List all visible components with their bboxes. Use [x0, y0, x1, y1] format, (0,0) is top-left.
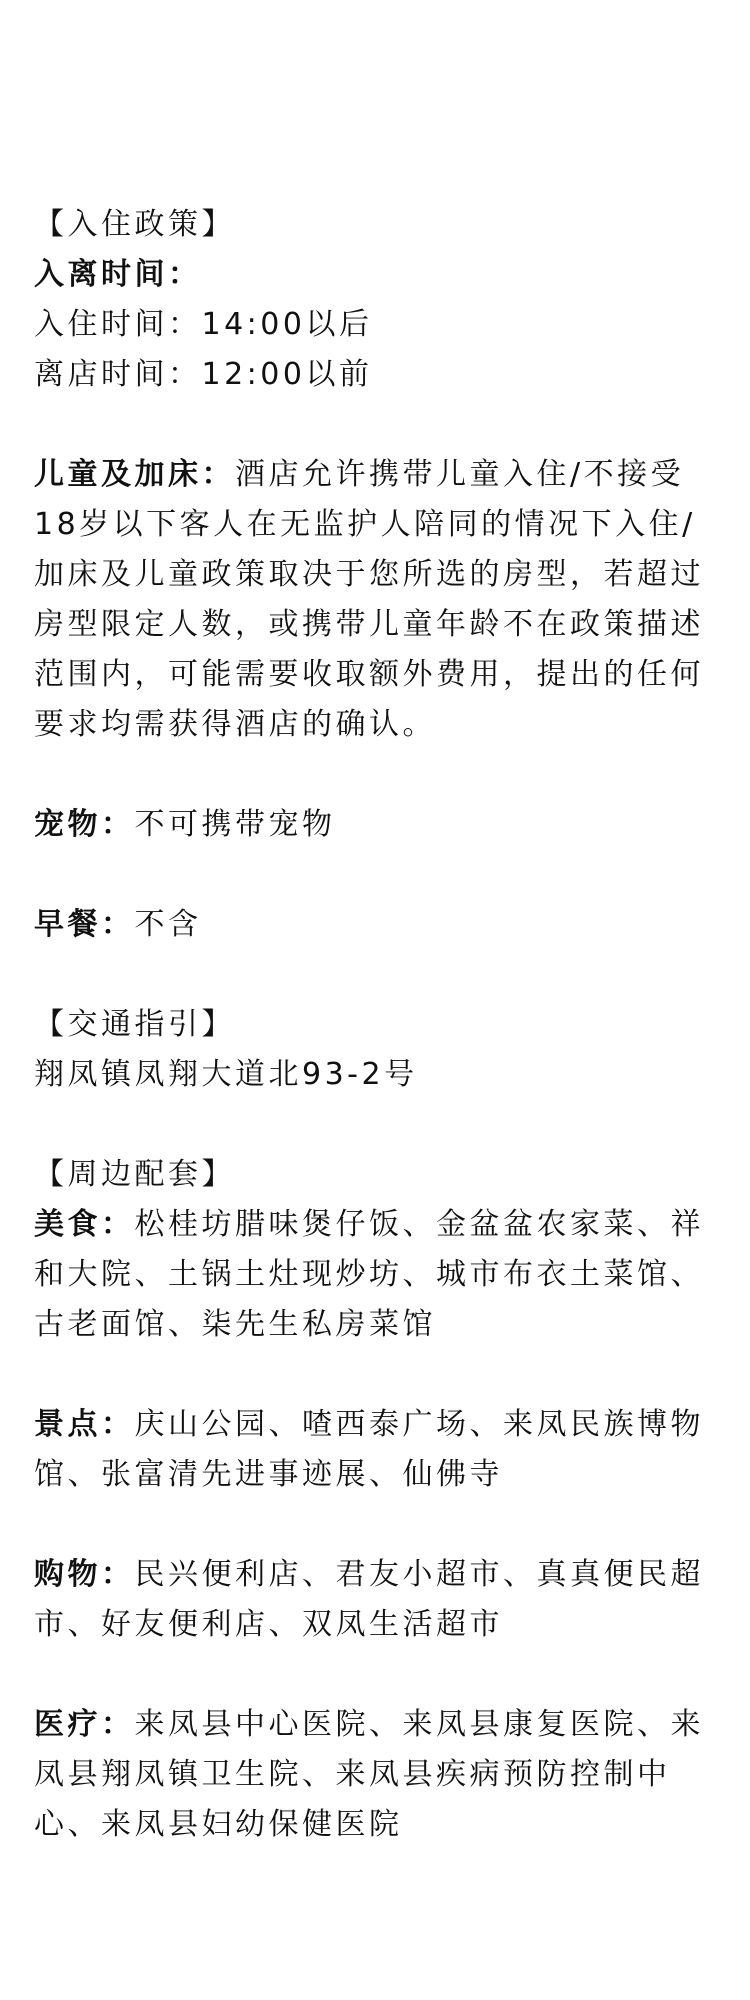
- spacer: [34, 750, 724, 800]
- spacer: [34, 950, 724, 1000]
- spacer: [34, 1100, 724, 1150]
- spacer: [34, 1350, 724, 1400]
- surroundings-heading: 【周边配套】: [34, 1157, 235, 1192]
- medical-text: 来凤县中心医院、来凤县康复医院、来凤县翔凤镇卫生院、来凤县疾病预防控制中心、来凤县妇幼保健医院: [34, 1707, 704, 1842]
- checkout-time: 离店时间：12:00以前: [34, 357, 373, 392]
- children-label: 儿童及加床：: [34, 457, 235, 492]
- sights-text: 庆山公园、喳西泰广场、来凤民族博物馆、张富清先进事迹展、仙佛寺: [34, 1407, 704, 1492]
- traffic-address: 翔凤镇凤翔大道北93-2号: [34, 1057, 418, 1092]
- breakfast-policy: [34, 900, 724, 950]
- hotel-policy-document: [34, 200, 724, 1850]
- pets-policy: [34, 800, 724, 850]
- medical-label: 医疗：: [34, 1707, 135, 1742]
- pets-text: 不可携带宠物: [134, 807, 336, 842]
- pets-label: 宠物：: [34, 807, 135, 842]
- spacer: [34, 1500, 724, 1550]
- spacer: [34, 400, 724, 450]
- traffic-heading: 【交通指引】: [34, 1007, 235, 1042]
- spacer: [34, 1650, 724, 1700]
- shopping-label: 购物：: [34, 1557, 135, 1592]
- food-text: 松桂坊腊味煲仔饭、金盆盆农家菜、祥和大院、土锅土灶现炒坊、城市布衣土菜馆、古老面馆、柒先生私房菜馆: [34, 1207, 704, 1342]
- breakfast-label: 早餐：: [34, 907, 135, 942]
- checkin-time: 入住时间：14:00以后: [34, 307, 373, 342]
- food-info: [34, 1200, 724, 1350]
- children-policy: [34, 450, 724, 750]
- shopping-text: 民兴便利店、君友小超市、真真便民超市、好友便利店、双凤生活超市: [34, 1557, 704, 1642]
- checkin-policy-heading: 【入住政策】: [34, 207, 235, 242]
- sights-info: [34, 1400, 724, 1500]
- food-label: 美食：: [34, 1207, 135, 1242]
- checkin-time-label: 入离时间：: [34, 257, 202, 292]
- sights-label: 景点：: [34, 1407, 135, 1442]
- shopping-info: [34, 1550, 724, 1650]
- children-text: 酒店允许携带儿童入住/不接受18岁以下客人在无监护人陪同的情况下入住/加床及儿童政策取决于您所选的房型，若超过房型限定人数，或携带儿童年龄不在政策描述范围内，可能需要收取额外费用，提出的任何要求均需获得酒店的确认。: [34, 457, 704, 742]
- spacer: [34, 850, 724, 900]
- medical-info: [34, 1700, 724, 1850]
- breakfast-text: 不含: [134, 907, 202, 942]
